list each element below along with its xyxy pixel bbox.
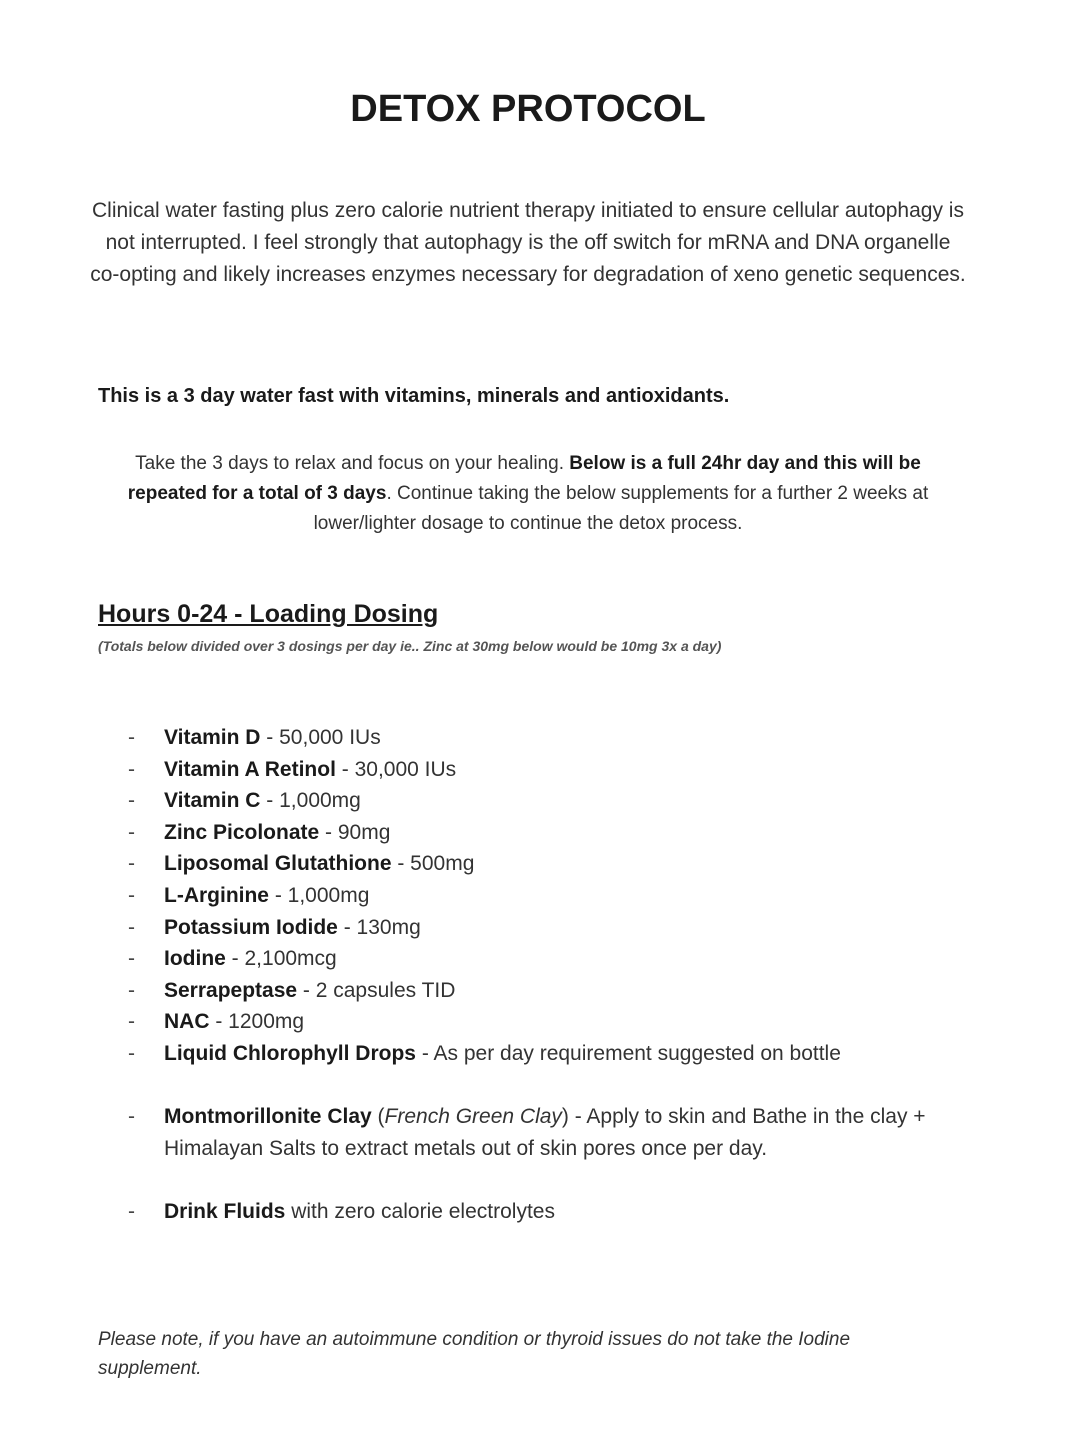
- list-item-clay: - Montmorillonite Clay (French Green Clay) - Apply to skin and Bathe in the clay + Himalayan Salts to extract metals out of skin pores once per day.: [128, 1101, 958, 1165]
- section-subheading: (Totals below divided over 3 dosings per day ie.. Zinc at 30mg below would be 10mg 3x a day): [98, 638, 722, 654]
- supplement-name: Vitamin D: [164, 726, 261, 749]
- supplement-name: Serrapeptase: [164, 978, 298, 1002]
- list-bullet: -: [128, 852, 135, 876]
- supplement-dose: - 500mg: [391, 852, 475, 876]
- supplement-name: Vitamin C: [164, 789, 261, 813]
- supplement-dose: with zero calorie electrolytes: [285, 1199, 555, 1223]
- list-item: [128, 817, 958, 849]
- list-bullet: -: [128, 726, 135, 749]
- list-bullet: -: [128, 1041, 135, 1065]
- supplement-list: [128, 722, 958, 1227]
- list-item: [128, 975, 958, 1007]
- list-bullet: -: [128, 947, 135, 971]
- supplement-name: Zinc Picolonate: [164, 820, 320, 844]
- list-bullet: -: [128, 789, 135, 813]
- list-item: [128, 754, 958, 786]
- list-item: [128, 1006, 958, 1038]
- supplement-name: Potassium Iodide: [164, 915, 338, 939]
- supplement-name: Liquid Chlorophyll Drops: [164, 1041, 416, 1065]
- supplement-dose: - 130mg: [337, 915, 421, 939]
- list-bullet: -: [128, 1104, 135, 1128]
- supplement-name: Drink Fluids: [164, 1199, 286, 1223]
- list-item-fluids: [128, 1196, 958, 1228]
- document-title: DETOX PROTOCOL: [350, 88, 706, 130]
- instructions-bold-text: Below is a full 24hr day and this will be repeated for a total of 3 days: [127, 453, 921, 504]
- supplement-name: NAC: [164, 1010, 210, 1034]
- instructions-paragraph: [98, 449, 958, 539]
- list-item: [128, 785, 958, 817]
- list-bullet: -: [128, 978, 135, 1002]
- supplement-name: L-Arginine: [164, 883, 269, 907]
- supplement-dose: - As per day requirement suggested on bottle: [415, 1041, 841, 1065]
- list-item: [128, 722, 958, 754]
- supplement-dose: - 2 capsules TID: [297, 978, 456, 1002]
- list-item: [128, 943, 958, 975]
- list-item: [128, 912, 958, 944]
- list-bullet: -: [128, 820, 135, 844]
- supplement-name: Liposomal Glutathione: [164, 852, 392, 876]
- supplement-name: Montmorillonite Clay: [164, 1104, 372, 1128]
- list-item: [128, 880, 958, 912]
- supplement-dose: - 1200mg: [209, 1010, 305, 1034]
- supplement-dose: - 50,000 IUs: [260, 726, 381, 749]
- supplement-name: Iodine: [164, 947, 226, 971]
- list-bullet: -: [128, 915, 135, 939]
- intro-paragraph: Clinical water fasting plus zero calorie nutrient therapy initiated to ensure cellular autophagy is not interrupted. I feel strongly that autophagy is the off switch for mRNA and DNA organelle co-opting and likely increases enzymes necessary for degradation of xeno genetic sequences.: [90, 199, 966, 286]
- list-bullet: -: [128, 1010, 135, 1034]
- supplement-dose: - 90mg: [319, 820, 391, 844]
- supplement-dose: - Apply to skin and Bathe in the clay + Himalayan Salts to extract metals out of skin pores once per day.: [164, 1104, 926, 1160]
- clay-alt-name: French Green Clay: [384, 1104, 562, 1128]
- instructions-text-end: . Continue taking the below supplements for a further 2 weeks at lower/lighter dosage to continue the detox process.: [313, 483, 929, 534]
- list-bullet: -: [128, 883, 135, 907]
- footnote: Please note, if you have an autoimmune condition or thyroid issues do not take the Iodine supplement.: [98, 1329, 851, 1379]
- instructions-text: Take the 3 days to relax and focus on your healing.: [135, 453, 570, 474]
- list-bullet: -: [128, 757, 135, 781]
- section-heading: Hours 0-24 - Loading Dosing: [98, 600, 439, 628]
- supplement-dose: - 1,000mg: [269, 883, 370, 907]
- supplement-dose: - 30,000 IUs: [335, 757, 457, 781]
- supplement-name: Vitamin A Retinol: [164, 757, 336, 781]
- supplement-dose: - 2,100mcg: [225, 947, 337, 971]
- list-bullet: -: [128, 1199, 135, 1223]
- supplement-dose: - 1,000mg: [260, 789, 361, 813]
- fast-statement: This is a 3 day water fast with vitamins, minerals and antioxidants.: [98, 385, 730, 407]
- list-item: [128, 1038, 958, 1070]
- list-item: [128, 848, 958, 880]
